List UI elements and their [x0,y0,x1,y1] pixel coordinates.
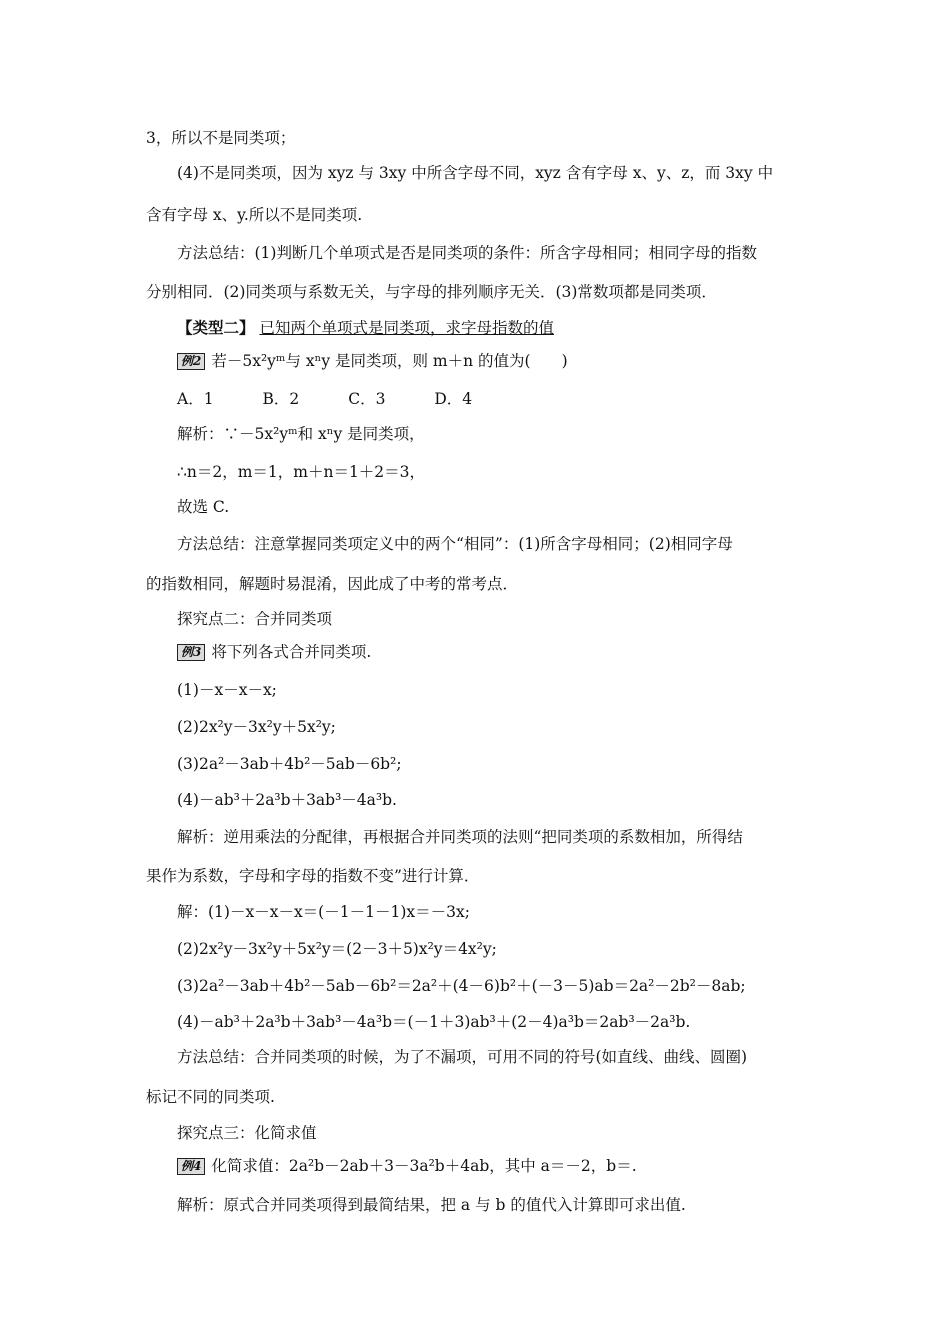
example-3 [177,642,371,662]
method-summary: 方法总结：合并同类项的时候，为了不漏项，可用不同的符号(如直线、曲线、圆圈) [177,1048,748,1066]
example-question: 将下列各式合并同类项. [211,643,372,661]
example-tag: 例4 [177,1158,205,1175]
text-line: (3)2a²－3ab＋4b²－5ab－6b²; [177,755,402,773]
example-tag: 例3 [177,644,205,661]
solution: 解：(1)－x－x－x＝(－1－1－1)x＝－3x; [177,903,470,921]
text-line: 果作为系数，字母和字母的指数不变”进行计算． [146,867,480,885]
example-question: 化简求值：2a²b－2ab＋3－3a²b＋4ab，其中 a＝－2，b＝. [211,1157,637,1175]
text-line: (2)2x²y－3x²y＋5x²y; [177,718,336,736]
option-b: B．2 [262,390,300,408]
example-question: 若－5x²yᵐ与 xⁿy 是同类项，则 m＋n 的值为( ) [211,352,568,370]
type2-title: 已知两个单项式是同类项，求字母指数的值 [259,319,554,337]
text-line: (1)－x－x－x; [177,681,277,699]
choice-options [177,389,472,409]
text-line: (2)2x²y－3x²y＋5x²y＝(2－3＋5)x²y＝4x²y; [177,940,497,958]
option-c: C．3 [348,390,386,408]
method-summary: 分别相同．(2)同类项与系数无关，与字母的排列顺序无关．(3)常数项都是同类项． [146,283,717,301]
method-summary: 的指数相同，解题时易混淆，因此成了中考的常考点． [146,575,519,593]
example-tag: 例2 [177,353,205,370]
option-a: A．1 [177,390,214,408]
text-line: ∴n＝2，m＝1，m＋n＝1＋2＝3， [177,463,426,481]
text-line: 含有字母 x、y.所以不是同类项. [146,206,363,224]
text-line: 标记不同的同类项. [146,1088,275,1106]
example-4 [177,1156,637,1176]
text-line: (3)2a²－3ab＋4b²－5ab－6b²＝2a²＋(4－6)b²＋(－3－5)ab＝2a²－2b²－8ab; [177,977,746,995]
example-2 [177,351,568,371]
method-summary: 方法总结：(1)判断几个单项式是否是同类项的条件：所含字母相同；相同字母的指数 [177,244,757,262]
text-line: (4)－ab³＋2a³b＋3ab³－4a³b. [177,791,397,809]
text-line: (4)－ab³＋2a³b＋3ab³－4a³b＝(－1＋3)ab³＋(2－4)a³b＝2ab³－2a³b. [177,1013,691,1031]
analysis: 解析：∵－5x²yᵐ和 xⁿy 是同类项， [177,425,425,443]
option-d: D．4 [434,390,473,408]
analysis: 解析：逆用乘法的分配律，再根据合并同类项的法则“把同类项的系数相加，所得结 [177,828,743,846]
section-heading: 探究点三：化简求值 [177,1124,317,1142]
section-heading: 探究点二：合并同类项 [177,610,333,628]
type2-label: 【类型二】 [177,318,255,337]
text-line: 3，所以不是同类项； [146,129,296,147]
analysis: 解析：原式合并同类项得到最简结果，把 a 与 b 的值代入计算即可求出值. [177,1196,686,1214]
method-summary: 方法总结：注意掌握同类项定义中的两个“相同”：(1)所含字母相同；(2)相同字母 [177,535,733,553]
text-line: 故选 C. [177,498,230,516]
text-line: (4)不是同类项，因为 xyz 与 3xy 中所含字母不同，xyz 含有字母 x、y、z，而 3xy 中 [177,164,774,182]
type2-heading [177,318,554,338]
